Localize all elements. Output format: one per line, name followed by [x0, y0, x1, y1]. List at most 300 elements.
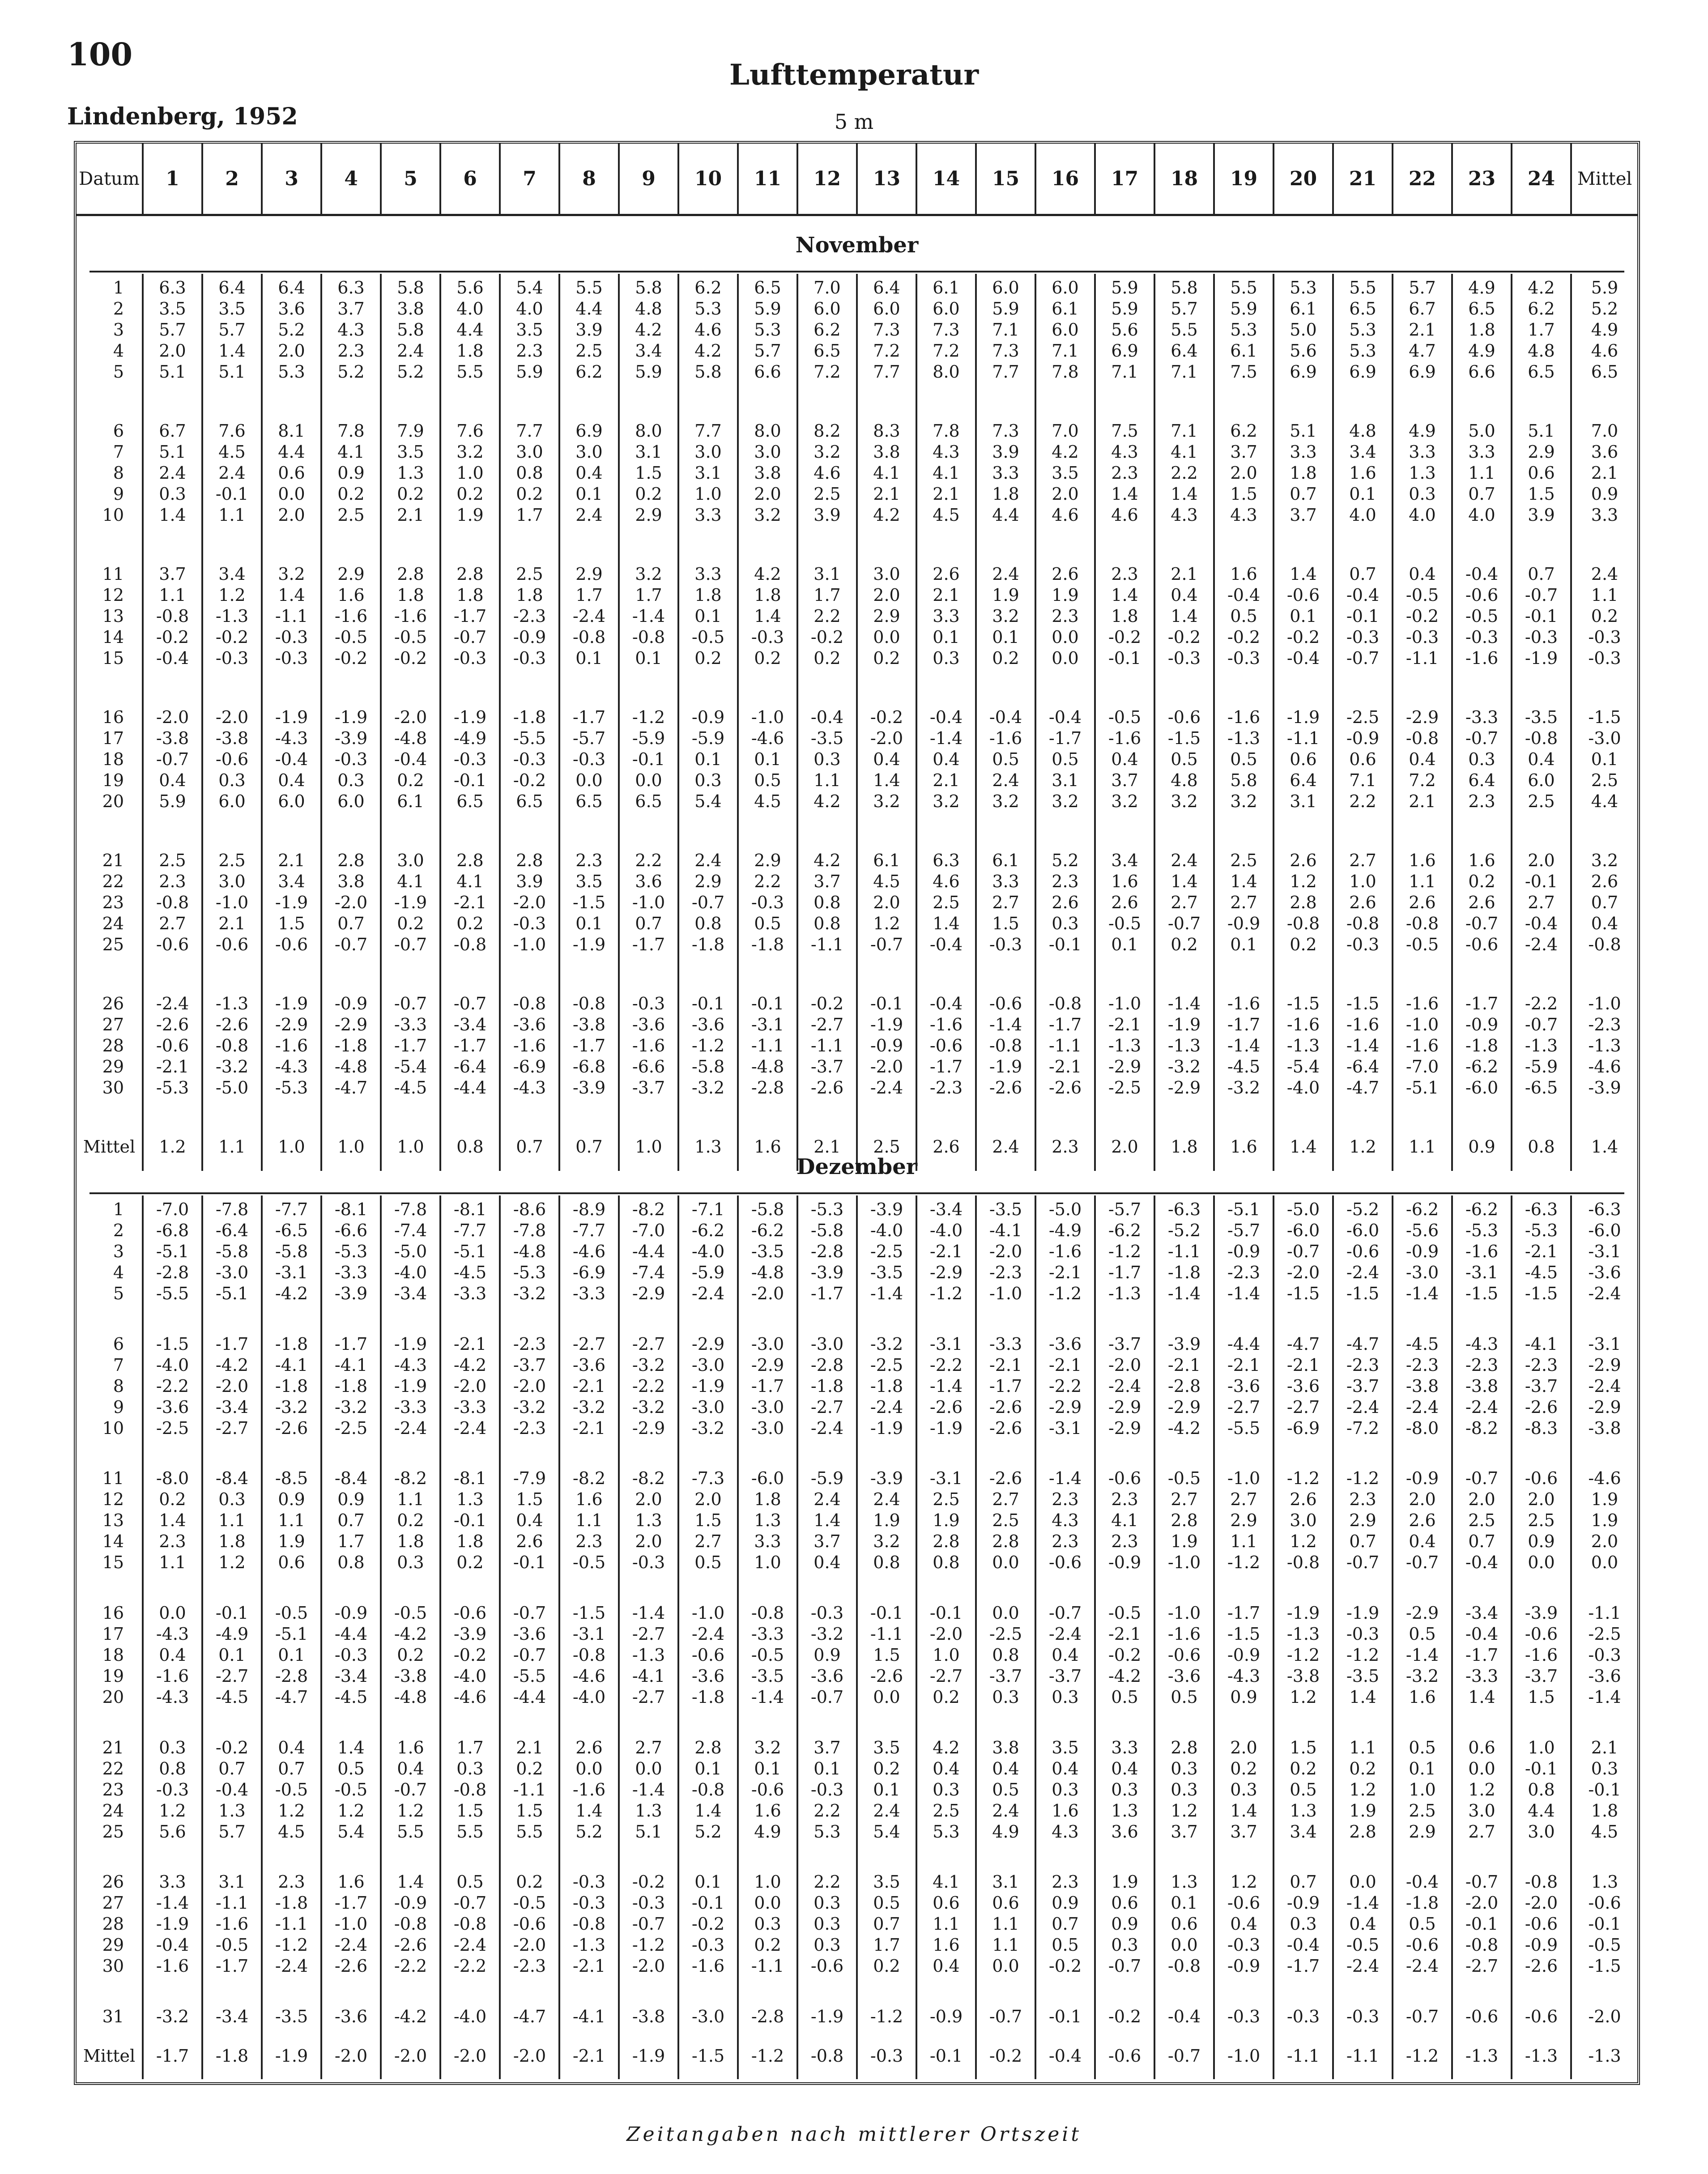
hour-value-cell: 6.3 3.7 4.3 2.3 5.2 — [321, 274, 381, 417]
month-title-november: November — [795, 233, 919, 258]
hour-value-cell: -2.9 -3.0 -1.9 -3.0 -3.2 — [678, 1330, 738, 1465]
hour-value-cell: -4.0 — [440, 2003, 500, 2042]
hour-value-cell: 2.1 3.4 -1.9 1.5 -0.6 — [262, 847, 321, 990]
hour-value-cell: -4.7 -2.1 -3.6 -2.7 -6.9 — [1274, 1330, 1333, 1465]
column-header-hour-22: 22 — [1393, 144, 1452, 215]
hour-value-cell: -0.7 -2.0 -0.1 -0.8 -2.7 — [1452, 1868, 1512, 2003]
hour-value-cell: -0.4 -0.6 -0.5 -0.3 -1.6 — [1452, 560, 1512, 703]
mean-row-label: Mittel — [77, 1133, 143, 1171]
hour-value-cell: 0.5 0.1 1.0 2.5 2.9 — [1393, 1734, 1452, 1868]
hour-value-cell: -0.5 -5.1 0.1 -2.8 -4.7 — [262, 1599, 321, 1734]
hour-value-cell: -3.5 -0.8 0.4 6.0 2.5 — [1512, 703, 1571, 847]
hour-value-cell: -0.7 — [1393, 2003, 1452, 2042]
mean-value-cell: -0.3 — [857, 2042, 916, 2079]
hour-value-cell: 6.2 5.3 4.6 4.2 5.8 — [678, 274, 738, 417]
daily-mean-cell: -1.5 -3.0 0.1 2.5 4.4 — [1588, 707, 1621, 811]
hour-value-cell: 6.3 4.6 2.5 1.4 -0.4 — [916, 847, 976, 990]
hour-value-cell: -0.4 -1.4 0.4 2.1 3.2 — [916, 703, 976, 847]
hour-value-cell: -0.7 2.0 2.5 0.7 -0.4 — [1452, 1464, 1512, 1599]
hour-value-cell: 5.1 3.3 1.8 0.7 3.7 — [1274, 417, 1333, 560]
hour-value-cell: 3.0 2.0 2.9 0.0 0.2 — [857, 560, 916, 703]
hour-value-cell: -0.1 -1.9 -0.9 -2.0 -2.4 — [857, 990, 916, 1133]
hour-value-cell: 1.9 0.6 0.9 0.3 -0.7 — [1095, 1868, 1154, 2003]
hour-value-cell: -1.6 -1.7 -1.4 -4.5 -3.2 — [1214, 990, 1274, 1133]
hour-value-cell: -3.8 — [619, 2003, 678, 2042]
mean-value-cell: -1.9 — [262, 2042, 321, 2079]
hour-value-cell: 6.9 3.0 0.4 0.1 2.4 — [559, 417, 619, 560]
hour-value-cell: -6.2 -5.3 -1.6 -3.1 -1.5 — [1452, 1195, 1512, 1330]
hour-value-cell: -3.7 -2.0 -2.4 -2.9 -2.9 — [1095, 1330, 1154, 1465]
column-header-hour-17: 17 — [1095, 144, 1154, 215]
column-header-hour-23: 23 — [1452, 144, 1512, 215]
hour-value-cell: -4.7 -2.3 -3.7 -2.4 -7.2 — [1333, 1330, 1393, 1465]
hour-value-cell: 5.9 5.9 5.6 6.9 7.1 — [1095, 274, 1154, 417]
daily-mean-cell: -1.0 -2.3 -1.3 -4.6 -3.9 — [1588, 994, 1621, 1098]
hour-value-cell: -0.4 -1.6 0.5 2.4 3.2 — [976, 703, 1035, 847]
mean-value-cell: -0.8 — [797, 2042, 857, 2079]
hour-value-cell: 1.4 -0.9 -0.8 -2.6 -2.2 — [381, 1868, 440, 2003]
table-row-group — [77, 990, 1637, 1133]
hour-value-cell: -1.9 -1.1 0.6 6.4 3.1 — [1274, 703, 1333, 847]
day-cell: 16 17 18 19 20 — [77, 1599, 143, 1734]
day-cell: 21 22 23 24 25 — [77, 847, 143, 990]
hour-value-cell: 1.0 -0.1 0.8 4.4 3.0 — [1512, 1734, 1571, 1868]
hour-value-cell: -2.6 2.7 2.5 2.8 0.0 — [976, 1464, 1035, 1599]
hour-value-cell: -6.2 -5.6 -0.9 -3.0 -1.4 — [1393, 1195, 1452, 1330]
hour-value-cell: 2.1 0.2 -1.1 1.5 5.5 — [500, 1734, 559, 1868]
day-cell: 11 12 13 14 15 — [77, 1464, 143, 1599]
hour-value-cell: -3.3 -2.1 -1.7 -2.6 -2.6 — [976, 1330, 1035, 1465]
hour-value-cell: -2.0 -4.8 -0.4 0.2 6.1 — [381, 703, 440, 847]
hour-value-cell: -6.3 -5.3 -2.1 -4.5 -1.5 — [1512, 1195, 1571, 1330]
mean-value-cell: 1.6 — [1214, 1133, 1274, 1171]
hour-value-cell: 8.0 3.0 3.8 2.0 3.2 — [738, 417, 797, 560]
hour-value-cell: -1.7 -1.5 -0.9 -4.3 0.9 — [1214, 1599, 1274, 1734]
column-header-hour-12: 12 — [797, 144, 857, 215]
mean-value-cell: -1.3 — [1452, 2042, 1512, 2079]
mean-value-cell: -2.0 — [500, 2042, 559, 2079]
mean-value-cell: 1.0 — [381, 1133, 440, 1171]
hour-value-cell: 5.8 4.8 4.2 3.4 5.9 — [619, 274, 678, 417]
hour-value-cell: -4.1 — [559, 2003, 619, 2042]
hour-value-cell: -0.8 -1.7 -1.1 -2.1 -2.6 — [1035, 990, 1095, 1133]
hour-value-cell: -3.9 -4.0 -2.5 -3.5 -1.4 — [857, 1195, 916, 1330]
column-header-hour-19: 19 — [1214, 144, 1274, 215]
mean-value-cell: -0.1 — [916, 2042, 976, 2079]
hour-value-cell: 2.9 1.6 -1.6 -0.5 -0.2 — [321, 560, 381, 703]
mean-value-cell: -1.0 — [1214, 2042, 1274, 2079]
hour-value-cell: 2.6 1.2 2.8 -0.8 0.2 — [1274, 847, 1333, 990]
hour-value-cell: 2.7 1.0 2.6 -0.8 -0.3 — [1333, 847, 1393, 990]
mean-value-cell: 1.3 — [678, 1133, 738, 1171]
hour-value-cell: -1.5 -1.6 -1.4 -6.4 -4.7 — [1333, 990, 1393, 1133]
hour-value-cell: -3.5 -4.1 -2.0 -2.3 -1.0 — [976, 1195, 1035, 1330]
hour-value-cell: 2.8 3.9 -2.0 -0.3 -1.0 — [500, 847, 559, 990]
footer-note: Zeitangaben nach mittlerer Ortszeit — [626, 2123, 1082, 2146]
hour-value-cell: -8.4 0.3 1.1 1.8 1.2 — [202, 1464, 262, 1599]
mean-value-cell: 0.9 — [1452, 1133, 1512, 1171]
hour-value-cell: -2.4 -2.6 -0.6 -2.1 -5.3 — [143, 990, 202, 1133]
hour-value-cell: -1.9 -4.3 -0.4 0.4 6.0 — [262, 703, 321, 847]
hour-value-cell: -8.6 -7.8 -4.8 -5.3 -3.2 — [500, 1195, 559, 1330]
hour-value-cell: 5.0 3.3 1.1 0.7 4.0 — [1452, 417, 1512, 560]
hour-value-cell: -1.2 2.6 3.0 1.2 -0.8 — [1274, 1464, 1333, 1599]
hour-value-cell: -5.3 -5.8 -2.8 -3.9 -1.7 — [797, 1195, 857, 1330]
hour-value-cell: -4.4 -2.1 -3.6 -2.7 -5.5 — [1214, 1330, 1274, 1465]
day-cell: 31 — [77, 2003, 143, 2042]
daily-mean-cell: 2.4 1.1 0.2 -0.3 -0.3 — [1588, 564, 1621, 668]
hour-value-cell: 6.4 6.0 7.3 7.2 7.7 — [857, 274, 916, 417]
hour-value-cell: 2.9 1.7 -2.4 -0.8 0.1 — [559, 560, 619, 703]
hour-value-cell: -8.1 -6.6 -5.3 -3.3 -3.9 — [321, 1195, 381, 1330]
hour-value-cell: 5.7 6.7 2.1 4.7 6.9 — [1393, 274, 1452, 417]
hour-value-cell: -3.6 -2.1 -2.2 -2.9 -3.1 — [1035, 1330, 1095, 1465]
hour-value-cell: -3.4 — [202, 2003, 262, 2042]
hour-value-cell: -1.3 -2.6 -0.8 -3.2 -5.0 — [202, 990, 262, 1133]
hour-value-cell: -0.9 -2.9 -1.8 -4.8 -4.7 — [321, 990, 381, 1133]
hour-value-cell: -1.9 -4.3 -1.9 -3.3 -2.4 — [381, 1330, 440, 1465]
mean-value-cell: 1.2 — [1333, 1133, 1393, 1171]
hour-value-cell: -8.4 0.9 0.7 1.7 0.8 — [321, 1464, 381, 1599]
hour-value-cell: -8.2 1.1 0.2 1.8 0.3 — [381, 1464, 440, 1599]
hour-value-cell: 2.3 0.9 0.7 0.5 -0.2 — [1035, 1868, 1095, 2003]
hour-value-cell: 2.4 1.9 3.2 0.1 0.2 — [976, 560, 1035, 703]
hour-value-cell: -3.0 -2.8 -1.8 -2.7 -2.4 — [797, 1330, 857, 1465]
hour-value-cell: -1.9 -4.9 -0.3 -0.1 6.5 — [440, 703, 500, 847]
table-row-group — [77, 417, 1637, 560]
hour-value-cell: 0.1 -0.1 -0.2 -0.3 -1.6 — [678, 1868, 738, 2003]
hour-value-cell: 0.3 0.8 -0.3 1.2 5.6 — [143, 1734, 202, 1868]
table-row-group — [77, 1195, 1637, 1330]
hour-value-cell: -0.4 -1.6 -0.6 -1.7 -2.3 — [916, 990, 976, 1133]
table-row-group — [77, 1734, 1637, 1868]
hour-value-cell: -3.9 2.4 1.9 3.2 0.8 — [857, 1464, 916, 1599]
hour-value-cell: -3.4 -0.4 -1.7 -3.3 1.4 — [1452, 1599, 1512, 1734]
hour-value-cell: -0.3 -3.2 0.9 -3.6 -0.7 — [797, 1599, 857, 1734]
hour-value-cell: 1.6 1.1 2.6 -0.8 -0.5 — [1393, 847, 1452, 990]
month-rule-dezember — [89, 1192, 1624, 1194]
hour-value-cell: -2.0 -3.8 -0.7 0.4 5.9 — [143, 703, 202, 847]
column-header-hour-21: 21 — [1333, 144, 1393, 215]
column-header-hour-15: 15 — [976, 144, 1035, 215]
hour-value-cell: -0.7 — [976, 2003, 1035, 2042]
hour-value-cell: 2.6 1.9 2.3 0.0 0.0 — [1035, 560, 1095, 703]
hour-value-cell: -8.9 -7.7 -4.6 -6.9 -3.3 — [559, 1195, 619, 1330]
hour-value-cell: -1.7 -0.9 -1.8 -6.2 -6.0 — [1452, 990, 1512, 1133]
column-header-mittel: Mittel — [1571, 144, 1637, 215]
hour-value-cell: 2.5 1.4 2.7 -0.9 0.1 — [1214, 847, 1274, 990]
hour-value-cell: -1.0 -2.1 -1.3 -2.9 -2.5 — [1095, 990, 1154, 1133]
hour-value-cell: 2.0 -0.1 2.7 -0.4 -2.4 — [1512, 847, 1571, 990]
hour-value-cell: -0.2 — [1095, 2003, 1154, 2042]
hour-value-cell: -2.0 -3.8 -0.6 0.3 6.0 — [202, 703, 262, 847]
hour-value-cell: 2.8 0.1 -0.8 1.4 5.2 — [678, 1734, 738, 1868]
hour-value-cell: -0.4 -1.7 0.5 3.1 3.2 — [1035, 703, 1095, 847]
hour-value-cell: 6.0 5.9 7.1 7.3 7.7 — [976, 274, 1035, 417]
hour-value-cell: -1.0 2.7 2.9 1.1 -1.2 — [1214, 1464, 1274, 1599]
hour-value-cell: 3.3 0.4 0.3 1.3 3.6 — [1095, 1734, 1154, 1868]
mean-value-cell: -2.1 — [559, 2042, 619, 2079]
column-header-hour-6: 6 — [440, 144, 500, 215]
hour-value-cell: -0.7 -3.3 -1.7 -5.4 -4.5 — [381, 990, 440, 1133]
hour-value-cell: -1.5 -4.0 -2.2 -3.6 -2.5 — [143, 1330, 202, 1465]
hour-value-cell: 5.4 4.0 3.5 2.3 5.9 — [500, 274, 559, 417]
table-row-group — [77, 1330, 1637, 1465]
column-header-hour-1: 1 — [143, 144, 202, 215]
hour-value-cell: -5.0 -4.9 -1.6 -2.1 -1.2 — [1035, 1195, 1095, 1330]
hour-value-cell: 0.0 -4.3 0.4 -1.6 -4.3 — [143, 1599, 202, 1734]
hour-value-cell: -0.8 -3.8 -1.7 -6.8 -3.9 — [559, 990, 619, 1133]
hour-value-cell: 3.5 0.4 0.3 1.6 4.3 — [1035, 1734, 1095, 1868]
hour-value-cell: -6.3 -5.2 -1.1 -1.8 -1.4 — [1154, 1195, 1214, 1330]
hour-value-cell: 2.8 1.8 -1.6 -0.5 -0.2 — [381, 560, 440, 703]
mean-value-cell: 2.4 — [976, 1133, 1035, 1171]
day-cell: 1 2 3 4 5 — [77, 1195, 143, 1330]
table-row-group — [77, 1464, 1637, 1599]
mean-value-cell: -1.2 — [1393, 2042, 1452, 2079]
hour-value-cell: 2.8 3.8 -2.0 0.7 -0.7 — [321, 847, 381, 990]
hour-value-cell: -8.0 0.2 1.4 2.3 1.1 — [143, 1464, 202, 1599]
hour-value-cell: -2.7 -3.2 -2.2 -3.2 -2.9 — [619, 1330, 678, 1465]
hour-value-cell: -0.2 0.7 -0.4 1.3 5.7 — [202, 1734, 262, 1868]
hour-value-cell: 2.0 0.2 0.3 1.4 3.7 — [1214, 1734, 1274, 1868]
hour-value-cell: 2.2 3.6 -1.0 0.7 -1.7 — [619, 847, 678, 990]
hour-value-cell: -8.2 2.0 1.3 2.0 -0.3 — [619, 1464, 678, 1599]
hour-value-cell: -0.3 -3.6 -1.6 -6.6 -3.7 — [619, 990, 678, 1133]
hour-value-cell: -0.2 -2.0 0.4 1.4 3.2 — [857, 703, 916, 847]
height-label: 5 m — [834, 110, 874, 134]
hour-value-cell: 6.3 3.5 5.7 2.0 5.1 — [143, 274, 202, 417]
hour-value-cell: 0.7 -0.4 -0.1 -0.3 -0.7 — [1333, 560, 1393, 703]
mean-value-cell: 1.4 — [1591, 1137, 1619, 1157]
hour-value-cell: 2.8 1.8 -1.7 -0.7 -0.3 — [440, 560, 500, 703]
hour-value-cell: 5.5 6.5 5.3 5.3 6.9 — [1333, 274, 1393, 417]
hour-value-cell: -3.4 -4.0 -2.1 -2.9 -1.2 — [916, 1195, 976, 1330]
hour-value-cell: 1.6 -1.7 -1.0 -2.4 -2.6 — [321, 1868, 381, 2003]
hour-value-cell: 5.5 4.4 3.9 2.5 6.2 — [559, 274, 619, 417]
hour-value-cell: -0.5 -1.6 0.4 3.7 3.2 — [1095, 703, 1154, 847]
column-header-hour-10: 10 — [678, 144, 738, 215]
hour-value-cell: 3.2 1.7 -1.4 -0.8 0.1 — [619, 560, 678, 703]
hour-value-cell: 6.1 6.0 7.3 7.2 8.0 — [916, 274, 976, 417]
day-cell: 6 7 8 9 10 — [77, 1330, 143, 1465]
hour-value-cell: -0.8 -2.0 -0.6 -0.9 -2.6 — [1512, 1868, 1571, 2003]
hour-value-cell: -0.6 — [1512, 2003, 1571, 2042]
hour-value-cell: 5.8 5.7 5.5 6.4 7.1 — [1154, 274, 1214, 417]
column-header-hour-3: 3 — [262, 144, 321, 215]
hour-value-cell: 5.6 4.0 4.4 1.8 5.5 — [440, 274, 500, 417]
hour-value-cell: 3.0 4.1 -1.9 0.2 -0.7 — [381, 847, 440, 990]
hour-value-cell: -7.0 -6.8 -5.1 -2.8 -5.5 — [143, 1195, 202, 1330]
hour-value-cell: -1.0 -2.4 -0.6 -3.6 -1.8 — [678, 1599, 738, 1734]
hour-value-cell: 1.5 0.2 0.5 1.3 3.4 — [1274, 1734, 1333, 1868]
mean-value-cell: -2.0 — [440, 2042, 500, 2079]
hour-value-cell: -8.1 1.3 -0.1 1.8 0.2 — [440, 1464, 500, 1599]
hour-value-cell: -1.4 -2.7 -1.3 -4.1 -2.7 — [619, 1599, 678, 1734]
hour-value-cell: 5.8 3.8 5.8 2.4 5.2 — [381, 274, 440, 417]
hour-value-cell: 2.3 1.4 1.8 -0.2 -0.1 — [1095, 560, 1154, 703]
hour-value-cell: -3.0 -2.9 -1.7 -3.0 -3.0 — [738, 1330, 797, 1465]
hour-value-cell: 1.7 0.3 -0.8 1.5 5.5 — [440, 1734, 500, 1868]
hour-value-cell: -0.7 -2.4 0.4 -3.7 0.3 — [1035, 1599, 1095, 1734]
hour-value-cell: -5.2 -6.0 -0.6 -2.4 -1.5 — [1333, 1195, 1393, 1330]
mean-value-cell: -0.4 — [1035, 2042, 1095, 2079]
hour-value-cell: -0.7 -3.6 -0.7 -5.5 -4.4 — [500, 1599, 559, 1734]
hour-value-cell: 3.1 0.6 1.1 1.1 0.0 — [976, 1868, 1035, 2003]
hour-value-cell: 5.1 2.9 0.6 1.5 3.9 — [1512, 417, 1571, 560]
hour-value-cell: 6.1 3.3 2.7 1.5 -0.3 — [976, 847, 1035, 990]
hour-value-cell: -1.2 2.3 2.9 0.7 -0.7 — [1333, 1464, 1393, 1599]
hour-value-cell: -3.9 -2.1 -2.8 -2.9 -4.2 — [1154, 1330, 1214, 1465]
hour-value-cell: 2.5 3.0 -1.0 2.1 -0.6 — [202, 847, 262, 990]
hour-value-cell: -3.1 2.5 1.9 2.8 0.8 — [916, 1464, 976, 1599]
mean-value-cell: -1.9 — [619, 2042, 678, 2079]
hour-value-cell: -2.7 -3.6 -2.1 -3.2 -2.1 — [559, 1330, 619, 1465]
hour-value-cell: 7.7 3.0 3.1 1.0 3.3 — [678, 417, 738, 560]
mean-value-cell: -1.1 — [1274, 2042, 1333, 2079]
page-title: Lufttemperatur — [729, 58, 979, 92]
dezember-table — [77, 1195, 1637, 2079]
hour-value-cell: 3.3 -1.4 -1.9 -0.4 -1.6 — [143, 1868, 202, 2003]
month-rule-november — [89, 271, 1624, 272]
station-label: Lindenberg, 1952 — [67, 103, 298, 130]
hour-value-cell: -8.5 0.9 1.1 1.9 0.6 — [262, 1464, 321, 1599]
hour-value-cell: 6.4 3.5 5.7 1.4 5.1 — [202, 274, 262, 417]
hour-value-cell: -0.9 -5.9 0.1 0.3 5.4 — [678, 703, 738, 847]
day-cell: 26 27 28 29 30 — [77, 990, 143, 1133]
hour-value-cell: 4.2 6.2 1.7 4.8 6.5 — [1512, 274, 1571, 417]
hour-value-cell: -1.0 -4.6 0.1 0.5 4.5 — [738, 703, 797, 847]
daily-mean-cell: -1.1 -2.5 -0.3 -3.6 -1.4 — [1588, 1603, 1621, 1707]
hour-value-cell: -3.3 -0.7 0.3 6.4 2.3 — [1452, 703, 1512, 847]
hour-value-cell: 4.1 0.6 1.1 1.6 0.4 — [916, 1868, 976, 2003]
hour-value-cell: 3.4 1.2 -1.3 -0.2 -0.3 — [202, 560, 262, 703]
hour-value-cell: -0.1 -4.9 0.1 -2.7 -4.5 — [202, 1599, 262, 1734]
november-table — [77, 274, 1637, 1171]
daily-mean-cell: 2.1 0.3 -0.1 1.8 4.5 — [1588, 1737, 1621, 1842]
mean-value-cell: -1.1 — [1333, 2042, 1393, 2079]
hour-value-cell: -4.1 -2.3 -3.7 -2.6 -8.3 — [1512, 1330, 1571, 1465]
hour-value-cell: -1.2 -5.9 -0.1 0.0 6.5 — [619, 703, 678, 847]
hour-value-cell: -0.6 — [1452, 2003, 1512, 2042]
hour-value-cell: -2.1 -4.2 -2.0 -3.3 -2.4 — [440, 1330, 500, 1465]
daily-mean-cell: -3.1 -2.9 -2.4 -2.9 -3.8 — [1588, 1334, 1621, 1438]
hour-value-cell: -0.2 -0.3 -0.7 -1.2 -2.0 — [619, 1868, 678, 2003]
hour-value-cell: -0.9 -4.4 -0.3 -3.4 -4.5 — [321, 1599, 381, 1734]
column-header-hour-2: 2 — [202, 144, 262, 215]
hour-value-cell: -2.3 -3.7 -2.0 -3.2 -2.3 — [500, 1330, 559, 1465]
hour-value-cell: -3.2 — [143, 2003, 202, 2042]
table-row-group — [77, 703, 1637, 847]
hour-value-cell: -7.8 -6.4 -5.8 -3.0 -5.1 — [202, 1195, 262, 1330]
hour-value-cell: 3.8 0.4 0.5 2.4 4.9 — [976, 1734, 1035, 1868]
hour-value-cell: -4.5 -2.3 -3.8 -2.4 -8.0 — [1393, 1330, 1452, 1465]
hour-value-cell: -1.6 -1.0 -1.6 -7.0 -5.1 — [1393, 990, 1452, 1133]
hour-value-cell: 3.1 -1.1 -1.6 -0.5 -1.7 — [202, 1868, 262, 2003]
hour-value-cell: 1.1 0.2 1.2 1.9 2.8 — [1333, 1734, 1393, 1868]
hour-value-cell: 6.5 5.9 5.3 5.7 6.6 — [738, 274, 797, 417]
hour-value-cell: 2.8 4.1 -2.1 0.2 -0.8 — [440, 847, 500, 990]
hour-value-cell: -7.3 2.0 1.5 2.7 0.5 — [678, 1464, 738, 1599]
hour-value-cell: -0.9 2.0 2.6 0.4 -0.7 — [1393, 1464, 1452, 1599]
hour-value-cell: 7.8 4.3 4.1 2.1 4.5 — [916, 417, 976, 560]
hour-value-cell: -0.2 -2.7 -1.1 -3.7 -2.6 — [797, 990, 857, 1133]
hour-value-cell: -3.6 — [321, 2003, 381, 2042]
hour-value-cell: -1.7 -4.2 -2.0 -3.4 -2.7 — [202, 1330, 262, 1465]
hour-value-cell: -0.5 -4.2 0.2 -3.8 -4.8 — [381, 1599, 440, 1734]
hour-value-cell: 0.7 -0.7 -0.1 -0.3 -1.9 — [1512, 560, 1571, 703]
hour-value-cell: -0.6 -1.4 -0.8 -1.9 -2.6 — [976, 990, 1035, 1133]
hour-value-cell: -3.5 — [262, 2003, 321, 2042]
mean-value-cell: 2.0 — [1095, 1133, 1154, 1171]
hour-value-cell: -0.4 -3.5 0.3 1.1 4.2 — [797, 703, 857, 847]
hour-value-cell: -0.4 — [1154, 2003, 1214, 2042]
hour-value-cell: 7.9 3.5 1.3 0.2 2.1 — [381, 417, 440, 560]
hour-value-cell: 5.5 5.9 5.3 6.1 7.5 — [1214, 274, 1274, 417]
hour-value-cell: 8.3 3.8 4.1 2.1 4.2 — [857, 417, 916, 560]
hour-value-cell: 3.3 1.8 0.1 -0.5 0.2 — [678, 560, 738, 703]
daily-mean-cell: -6.3 -6.0 -3.1 -3.6 -2.4 — [1588, 1200, 1621, 1303]
hour-value-cell: -4.3 -2.3 -3.8 -2.4 -8.2 — [1452, 1330, 1512, 1465]
hour-value-cell: -0.9 — [916, 2003, 976, 2042]
hour-value-cell: -7.8 -7.4 -5.0 -4.0 -3.4 — [381, 1195, 440, 1330]
hour-value-cell: 2.8 0.3 0.3 1.2 3.7 — [1154, 1734, 1214, 1868]
hour-value-cell: -4.7 — [500, 2003, 559, 2042]
column-header-hour-24: 24 — [1512, 144, 1571, 215]
mean-value-cell: -1.5 — [678, 2042, 738, 2079]
mean-value-cell: 1.1 — [202, 1133, 262, 1171]
hour-value-cell: -1.6 -1.3 0.5 5.8 3.2 — [1214, 703, 1274, 847]
hour-value-cell: 2.5 1.8 -2.3 -0.9 -0.3 — [500, 560, 559, 703]
hour-value-cell: -1.8 -5.5 -0.3 -0.2 6.5 — [500, 703, 559, 847]
mean-value-cell: 0.8 — [1512, 1133, 1571, 1171]
hour-value-cell: -0.3 -0.3 -0.8 -1.3 -2.1 — [559, 1868, 619, 2003]
mean-value-cell: 1.2 — [143, 1133, 202, 1171]
column-header-hour-20: 20 — [1274, 144, 1333, 215]
hour-value-cell: 4.2 1.8 1.4 -0.3 0.2 — [738, 560, 797, 703]
hour-value-cell: 3.7 1.1 -0.8 -0.2 -0.4 — [143, 560, 202, 703]
hour-value-cell: 2.6 0.0 -1.6 1.4 5.2 — [559, 1734, 619, 1868]
hour-value-cell: 7.8 4.1 0.9 0.2 2.5 — [321, 417, 381, 560]
hour-value-cell: 4.2 0.4 0.3 2.5 5.3 — [916, 1734, 976, 1868]
column-header-datum: Datum — [77, 144, 143, 215]
daily-mean-cell: 7.0 3.6 2.1 0.9 3.3 — [1591, 421, 1619, 525]
hour-value-cell: 8.0 3.1 1.5 0.2 2.9 — [619, 417, 678, 560]
mean-value-cell: 1.6 — [738, 1133, 797, 1171]
mean-value-cell: 0.7 — [559, 1133, 619, 1171]
hour-value-cell: -2.2 -0.7 -1.3 -5.9 -6.5 — [1512, 990, 1571, 1133]
hour-value-cell: 7.3 3.9 3.3 1.8 4.4 — [976, 417, 1035, 560]
hour-value-cell: -5.0 -6.0 -0.7 -2.0 -1.5 — [1274, 1195, 1333, 1330]
hour-value-cell: -0.1 -3.6 -1.2 -5.8 -3.2 — [678, 990, 738, 1133]
hour-value-cell: 3.1 1.7 2.2 -0.2 0.2 — [797, 560, 857, 703]
hour-value-cell: 2.2 0.3 0.3 0.3 -0.6 — [797, 1868, 857, 2003]
hour-value-cell: -0.7 -3.4 -1.7 -6.4 -4.4 — [440, 990, 500, 1133]
hour-value-cell: 7.1 4.1 2.2 1.4 4.3 — [1154, 417, 1214, 560]
hour-value-cell: 8.1 4.4 0.6 0.0 2.0 — [262, 417, 321, 560]
hour-value-cell: -0.3 — [1214, 2003, 1274, 2042]
hour-value-cell: -1.7 -4.1 -1.8 -3.2 -2.5 — [321, 1330, 381, 1465]
hour-value-cell: 2.4 1.4 2.7 -0.7 0.2 — [1154, 847, 1214, 990]
column-header-hour-11: 11 — [738, 144, 797, 215]
column-header-hour-8: 8 — [559, 144, 619, 215]
hour-value-cell: 6.7 5.1 2.4 0.3 1.4 — [143, 417, 202, 560]
hour-value-cell: -1.8 -4.1 -1.8 -3.2 -2.6 — [262, 1330, 321, 1465]
hour-value-cell: -1.4 2.3 4.3 2.3 -0.6 — [1035, 1464, 1095, 1599]
hour-value-cell: -1.4 -1.9 -1.3 -3.2 -2.9 — [1154, 990, 1214, 1133]
hour-value-cell: -8.2 1.6 1.1 2.3 -0.5 — [559, 1464, 619, 1599]
hour-value-cell: 4.9 6.5 1.8 4.9 6.6 — [1452, 274, 1512, 417]
